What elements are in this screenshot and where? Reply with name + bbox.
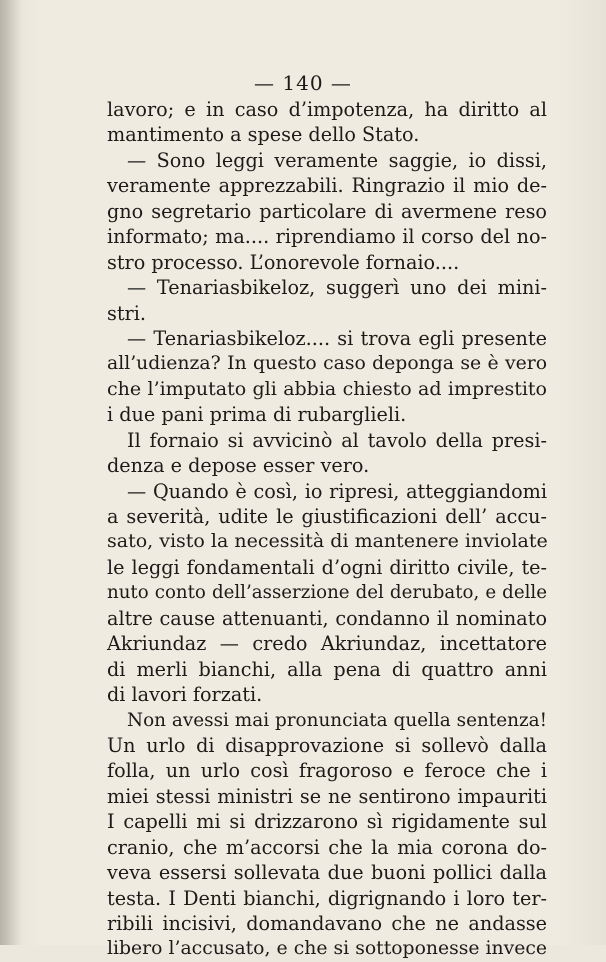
text-line: Un urlo di disapprovazione si sollevò dalla [107, 733, 547, 757]
page-number-header: — 140 — [254, 71, 352, 95]
text-line: veramente apprezzabili. Ringrazio il mio de- [107, 174, 547, 198]
text-line: testa. I Denti bianchi, digrignando i loro ter- [107, 886, 547, 910]
text-line: nuto conto dell’asserzione del derubato, e delle [107, 582, 547, 604]
text-line: a severità, udite le giustificazioni dell’ accu- [107, 505, 547, 528]
gutter-shadow [0, 0, 22, 945]
text-line: mantimento a spese dello Stato. [107, 123, 420, 147]
text-line: I capelli mi si drizzarono sì rigidamente sul [107, 810, 547, 834]
text-line: stri. [107, 301, 146, 325]
text-line: stro processo. L’onorevole fornaio.... [107, 250, 460, 274]
text-line: denza e depose esser vero. [107, 454, 370, 478]
text-line: le leggi fondamentali d’ogni diritto civile, te- [107, 555, 547, 579]
text-line: miei stessi ministri se ne sentirono impauriti [107, 784, 547, 808]
text-line: di merli bianchi, alla pena di quattro anni [107, 657, 547, 681]
text-line: Akriundaz — credo Akriundaz, incettatore [107, 632, 547, 656]
text-line: Non avessi mai pronunciata quella sentenza! [127, 709, 547, 731]
text-line: di lavori forzati. [107, 683, 263, 707]
text-line: che l’imputato gli abbia chiesto ad imprestito [107, 377, 547, 400]
text-line: — Tenariasbikeloz.... si trova egli presente [127, 326, 547, 350]
text-line: i due pani prima di rubarglieli. [107, 403, 407, 427]
text-line: informato; ma.... riprendiamo il corso del no- [107, 225, 547, 249]
text-line: gno segretario particolare di avermene reso [107, 199, 547, 223]
text-line: — Quando è così, io ripresi, atteggiandomi [127, 479, 547, 503]
text-line: lavoro; e in caso d’impotenza, ha diritto al [107, 98, 547, 121]
text-line: — Tenariasbikeloz, suggerì uno dei mini- [127, 276, 547, 300]
body-text [107, 97, 547, 962]
text-line: folla, un urlo così fragoroso e feroce che i [107, 759, 547, 783]
text-line: — Sono leggi veramente saggie, io dissi, [127, 148, 547, 172]
text-line: all’udienza? In questo caso deponga se è vero [107, 353, 547, 375]
text-line: Il fornaio si avvicinò al tavolo della presi- [127, 428, 547, 452]
text-line: veva essersi sollevata due buoni pollici dalla [107, 861, 547, 885]
text-line: altre cause attenuanti, condanno il nominato [107, 606, 547, 630]
text-line: sato, visto la necessità di mantenere inviolate [107, 530, 548, 553]
text-line: libero l’accusato, e che si sottoponesse invece [107, 938, 547, 960]
text-line: ribili incisivi, domandavano che ne andasse [107, 912, 547, 935]
text-line: cranio, che m’accorsi che la mia corona do- [107, 835, 547, 859]
